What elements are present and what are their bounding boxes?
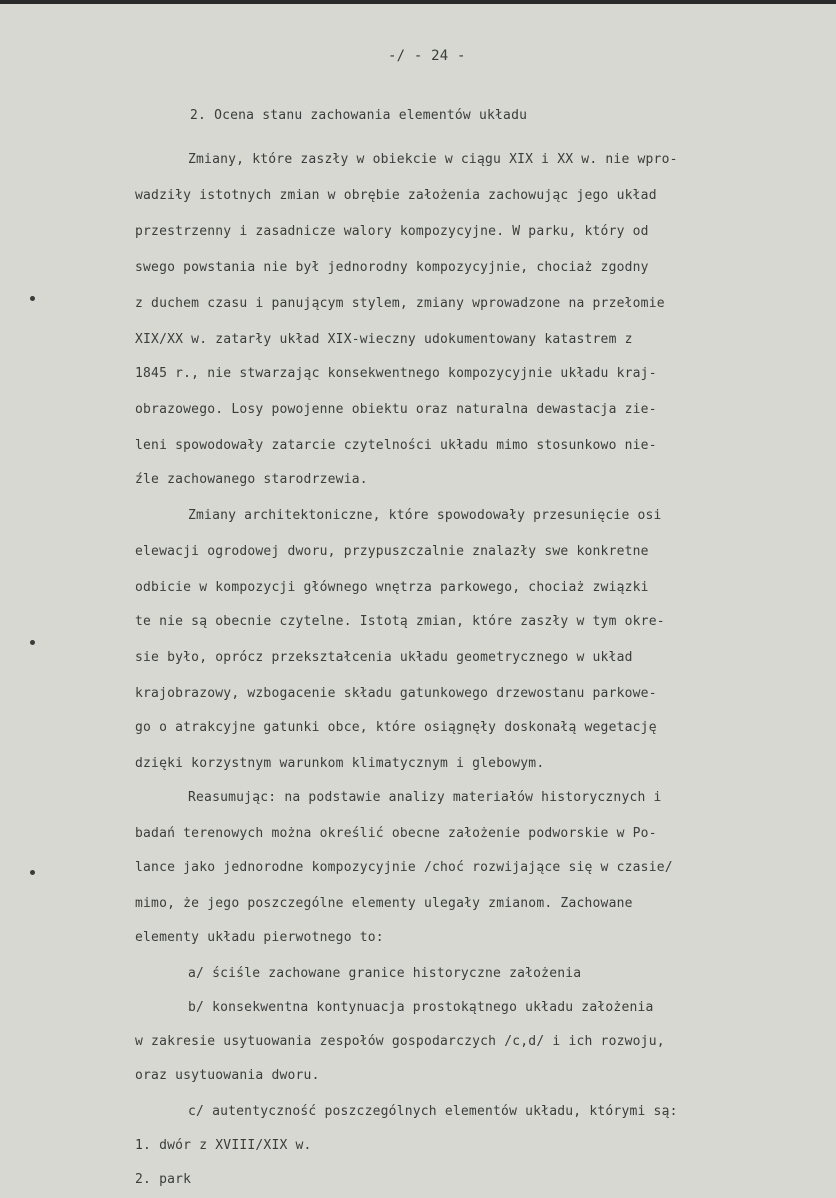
list-item: 1. dwór z XVIII/XIX w. [135,1138,312,1153]
text-line: krajobrazowy, wzbogacenie składu gatunkowego drzewostanu parkowe- [135,686,657,701]
text-line: z duchem czasu i panującym stylem, zmiany wprowadzone na przełomie [135,296,665,311]
text-line: lance jako jednorodne kompozycyjnie /choć rozwijające się w czasie/ [135,860,673,875]
text-line: Zmiany, które zaszły w obiekcie w ciągu XIX i XX w. nie wpro- [188,152,678,167]
text-line: odbicie w kompozycji głównego wnętrza parkowego, chociaż związki [135,580,649,595]
text-line: obrazowego. Losy powojenne obiektu oraz naturalna dewastacja zie- [135,402,657,417]
text-line: Reasumując: na podstawie analizy materiałów historycznych i [188,790,662,805]
text-line: dzięki korzystnym warunkom klimatycznym i glebowym. [135,756,545,771]
text-line: swego powstania nie był jednorodny kompozycyjnie, chociaż zgodny [135,260,649,275]
text-line: elementy układu pierwotnego to: [135,930,384,945]
text-line: XIX/XX w. zatarły układ XIX-wieczny udokumentowany katastrem z [135,332,633,347]
punch-hole-mark [30,296,35,301]
text-line: leni spowodowały zatarcie czytelności układu mimo stosunkowo nie- [135,438,657,453]
punch-hole-mark [30,640,35,645]
text-line: wadziły istotnych zmian w obrębie założenia zachowując jego układ [135,188,657,203]
punch-hole-mark [30,870,35,875]
text-line: te nie są obecnie czytelne. Istotą zmian, które zaszły w tym okre- [135,614,665,629]
section-heading: 2. Ocena stanu zachowania elementów układu [190,108,528,123]
text-line: sie było, oprócz przekształcenia układu geometrycznego w układ [135,650,633,665]
text-line: przestrzenny i zasadnicze walory kompozycyjne. W parku, który od [135,224,649,239]
text-line: w zakresie usytuowania zespołów gospodarczych /c,d/ i ich rozwoju, [135,1034,665,1049]
text-line: elewacji ogrodowej dworu, przypuszczalnie znalazły swe konkretne [135,544,649,559]
text-line: go o atrakcyjne gatunki obce, które osiągnęły doskonałą wegetację [135,720,657,735]
list-item: b/ konsekwentna kontynuacja prostokątnego układu założenia [188,1000,654,1015]
list-item: a/ ściśle zachowane granice historyczne założenia [188,966,582,981]
text-line: źle zachowanego starodrzewia. [135,472,368,487]
list-item: 2. park [135,1172,192,1187]
text-line: oraz usytuowania dworu. [135,1068,320,1083]
text-line: badań terenowych można określić obecne założenie podworskie w Po- [135,826,657,841]
page-number: -/ - 24 - [388,48,466,64]
text-line: mimo, że jego poszczególne elementy ulegały zmianom. Zachowane [135,896,633,911]
text-line: 1845 r., nie stwarzając konsekwentnego kompozycyjnie układu kraj- [135,366,657,381]
text-line: Zmiany architektoniczne, które spowodowały przesunięcie osi [188,508,662,523]
scan-edge [0,0,836,4]
list-item: c/ autentyczność poszczególnych elementów układu, którymi są: [188,1104,678,1119]
